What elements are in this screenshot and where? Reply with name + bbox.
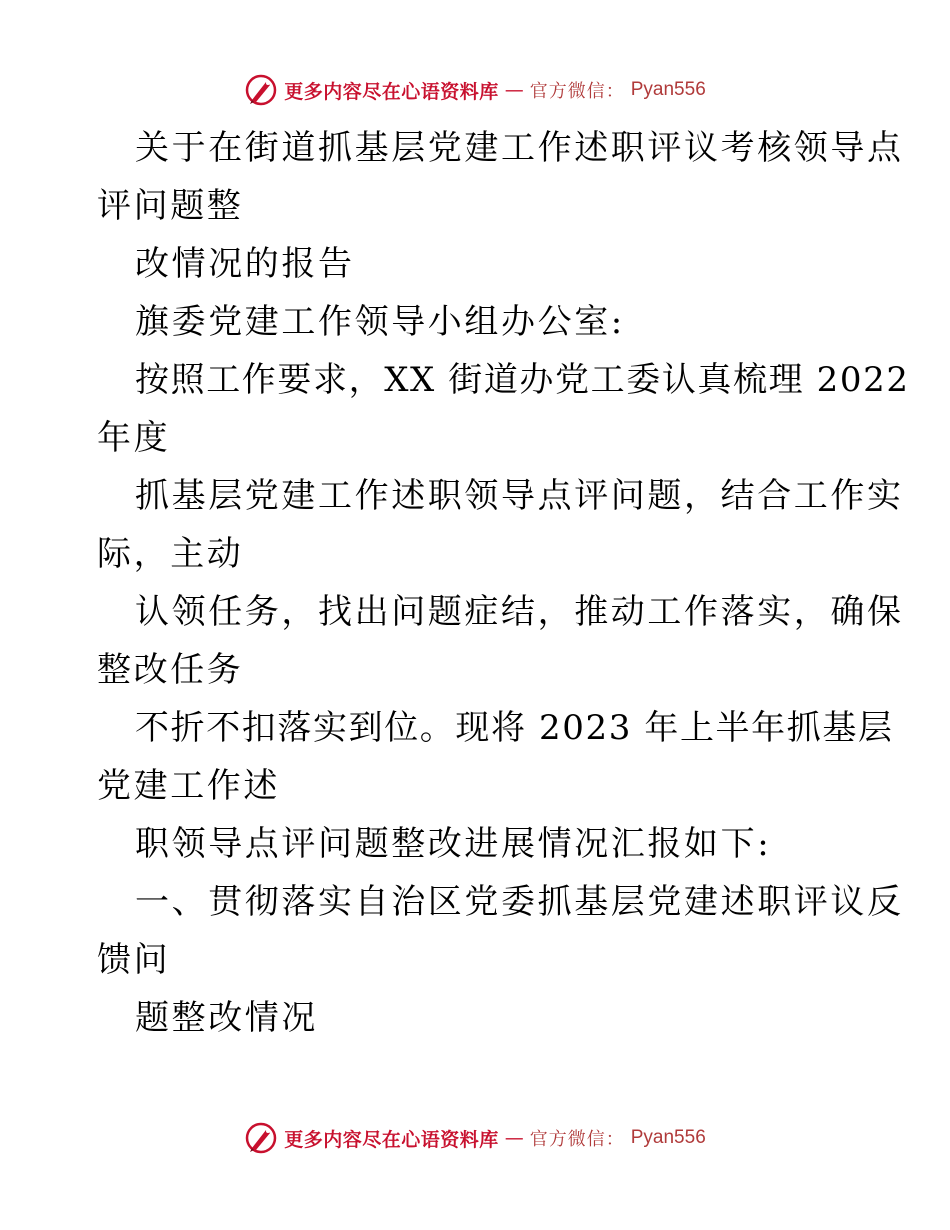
watermark-dash: — [504, 1127, 524, 1149]
watermark-text: 更多内容尽在心语资料库 [284, 1128, 499, 1151]
watermark-account: Pyan556 [630, 1127, 706, 1148]
paragraph-line: 按照工作要求，XX 街道办党工委认真梳理 2022 [135, 360, 910, 400]
watermark-text: 更多内容尽在心语资料库 [284, 80, 499, 103]
paragraph-line: 整改任务 [97, 650, 244, 690]
section-heading-line: 一、贯彻落实自治区党委抓基层党建述职评议反 [135, 882, 904, 922]
paragraph-line: 职领导点评问题整改进展情况汇报如下: [135, 824, 772, 864]
addressee-line: 旗委党建工作领导小组办公室: [135, 302, 625, 342]
watermark-label: 官方微信： [529, 1129, 625, 1150]
section-heading-line: 馈问 [97, 940, 171, 980]
watermark-account: Pyan556 [630, 79, 706, 100]
section-heading-line: 题整改情况 [135, 998, 318, 1038]
footer-watermark [0, 1118, 950, 1158]
title-line-2: 评问题整 [97, 186, 244, 226]
paragraph-line: 不折不扣落实到位。现将 2023 年上半年抓基层 [135, 708, 894, 748]
paragraph-line: 认领任务，找出问题症结，推动工作落实，确保 [135, 592, 904, 632]
watermark-label: 官方微信： [529, 81, 625, 102]
paragraph-line: 年度 [97, 418, 171, 458]
document-body [97, 119, 910, 1047]
paragraph-line: 党建工作述 [97, 766, 280, 806]
watermark-dash: — [504, 79, 524, 101]
title-line-1: 关于在街道抓基层党建工作述职评议考核领导点 [135, 128, 904, 168]
pen-logo-icon [244, 1121, 278, 1155]
pen-logo-icon [244, 73, 278, 107]
header-watermark [0, 70, 950, 110]
paragraph-line: 抓基层党建工作述职领导点评问题，结合工作实 [135, 476, 904, 516]
title-line-3: 改情况的报告 [135, 244, 355, 284]
paragraph-line: 际，主动 [97, 534, 244, 574]
